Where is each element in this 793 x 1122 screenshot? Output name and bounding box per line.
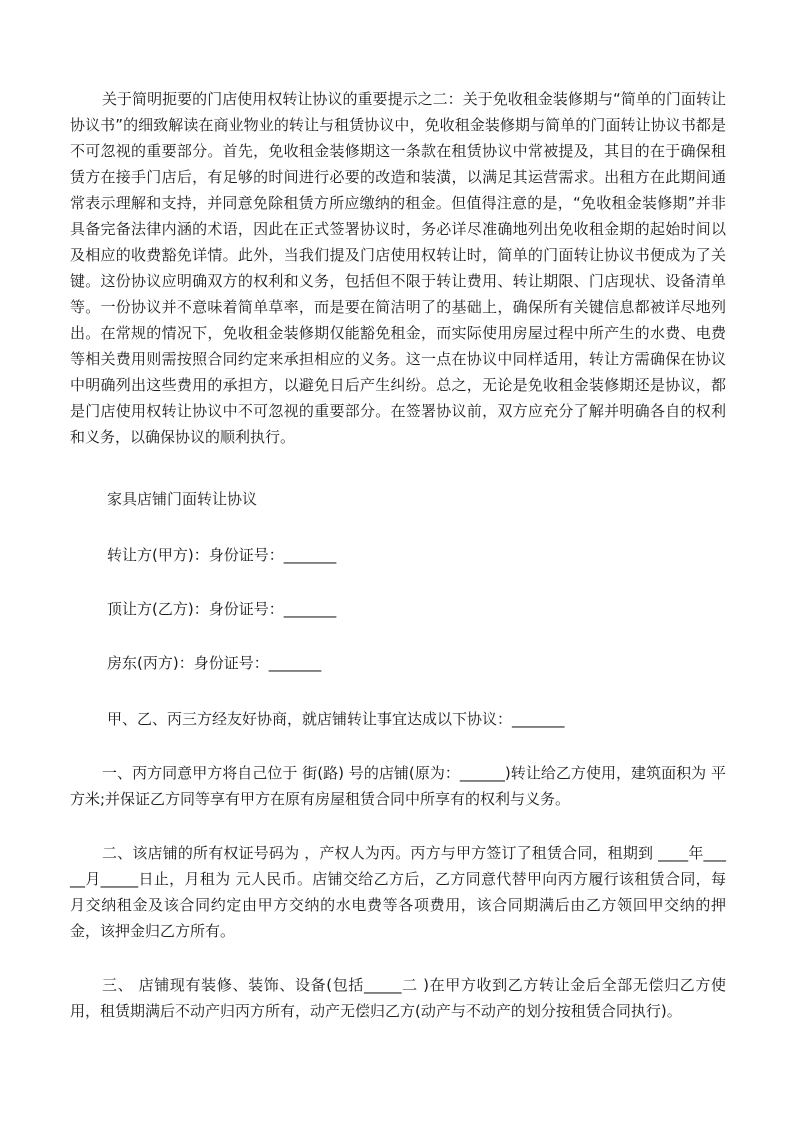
intro-paragraph: 关于简明扼要的门店使用权转让协议的重要提示之二：关于免收租金装修期与“简单的门面转让协议书”的细致解读在商业物业的转让与租赁协议中，免收租金装修期与简单的门面转让协议书都是不可忽视的重要部分。首先，免收租金装修期这一条款在租赁协议中常被提及，其目的在于确保租赁方在接手门店后，有足够的时间进行必要的改造和装潢，以满足其运营需求。出租方在此期间通常表示理解和支持，并同意免除租赁方所应缴纳的租金。但值得注意的是，“免收租金装修期”并非具备完备法律内涵的术语，因此在正式签署协议时，务必详尽准确地列出免收租金期的起始时间以及相应的收费豁免详情。此外，当我们提及门店使用权转让时，简单的门面转让协议书便成为了关键。这份协议应明确双方的权利和义务，包括但不限于转让费用、转让期限、门店现状、设备清单等。一份协议并不意味着简单草率，而是要在简洁明了的基础上，确保所有关键信息都被详尽地列出。在常规的情况下，免收租金装修期仅能豁免租金，而实际使用房屋过程中所产生的水费、电费等相关费用则需按照合同约定来承担相应的义务。这一点在协议中同样适用，转让方需确保在协议中明确列出这些费用的承担方，以避免日后产生纠纷。总之，无论是免收租金装修期还是协议，都是门店使用权转让协议中不可忽视的重要部分。在签署协议前，双方应充分了解并明确各自的权利和义务，以确保协议的顺利执行。 xyxy=(70,90,726,446)
clause-2: 二、该店铺的所有权证号码为 ，产权人为丙。丙方与甲方签订了租赁合同，租期到 ____年_____月_____日止，月租为 元人民币。店铺交给乙方后，乙方同意代替甲向丙方履行该租赁合同，每月交纳租金及该合同约定由甲方交纳的水电费等各项费用，该合同期满后由乙方领回甲交纳的押金，该押金归乙方所有。 xyxy=(70,844,726,940)
party-transferee: 顶让方(乙方)：身份证号：_______ xyxy=(107,600,337,618)
clause-3: 三、 店铺现有装修、装饰、设备(包括_____二 )在甲方收到乙方转让金后全部无偿归乙方使用，租赁期满后不动产归丙方所有，动产无偿归乙方(动产与不动产的划分按租赁合同执行)。 xyxy=(70,976,726,1020)
agreement-title: 家具店铺门面转让协议 xyxy=(107,490,258,508)
clause-1: 一、丙方同意甲方将自己位于 街(路) 号的店铺(原为：______)转让给乙方使用，建筑面积为 平方米;并保证乙方同等享有甲方在原有房屋租赁合同中所享有的权利与义务。 xyxy=(70,764,726,808)
party-transferor: 转让方(甲方)：身份证号：_______ xyxy=(107,546,337,564)
party-landlord: 房东(丙方)：身份证号：_______ xyxy=(107,654,322,672)
lead-sentence: 甲、乙、丙三方经友好协商，就店铺转让事宜达成以下协议：_______ xyxy=(107,710,565,728)
